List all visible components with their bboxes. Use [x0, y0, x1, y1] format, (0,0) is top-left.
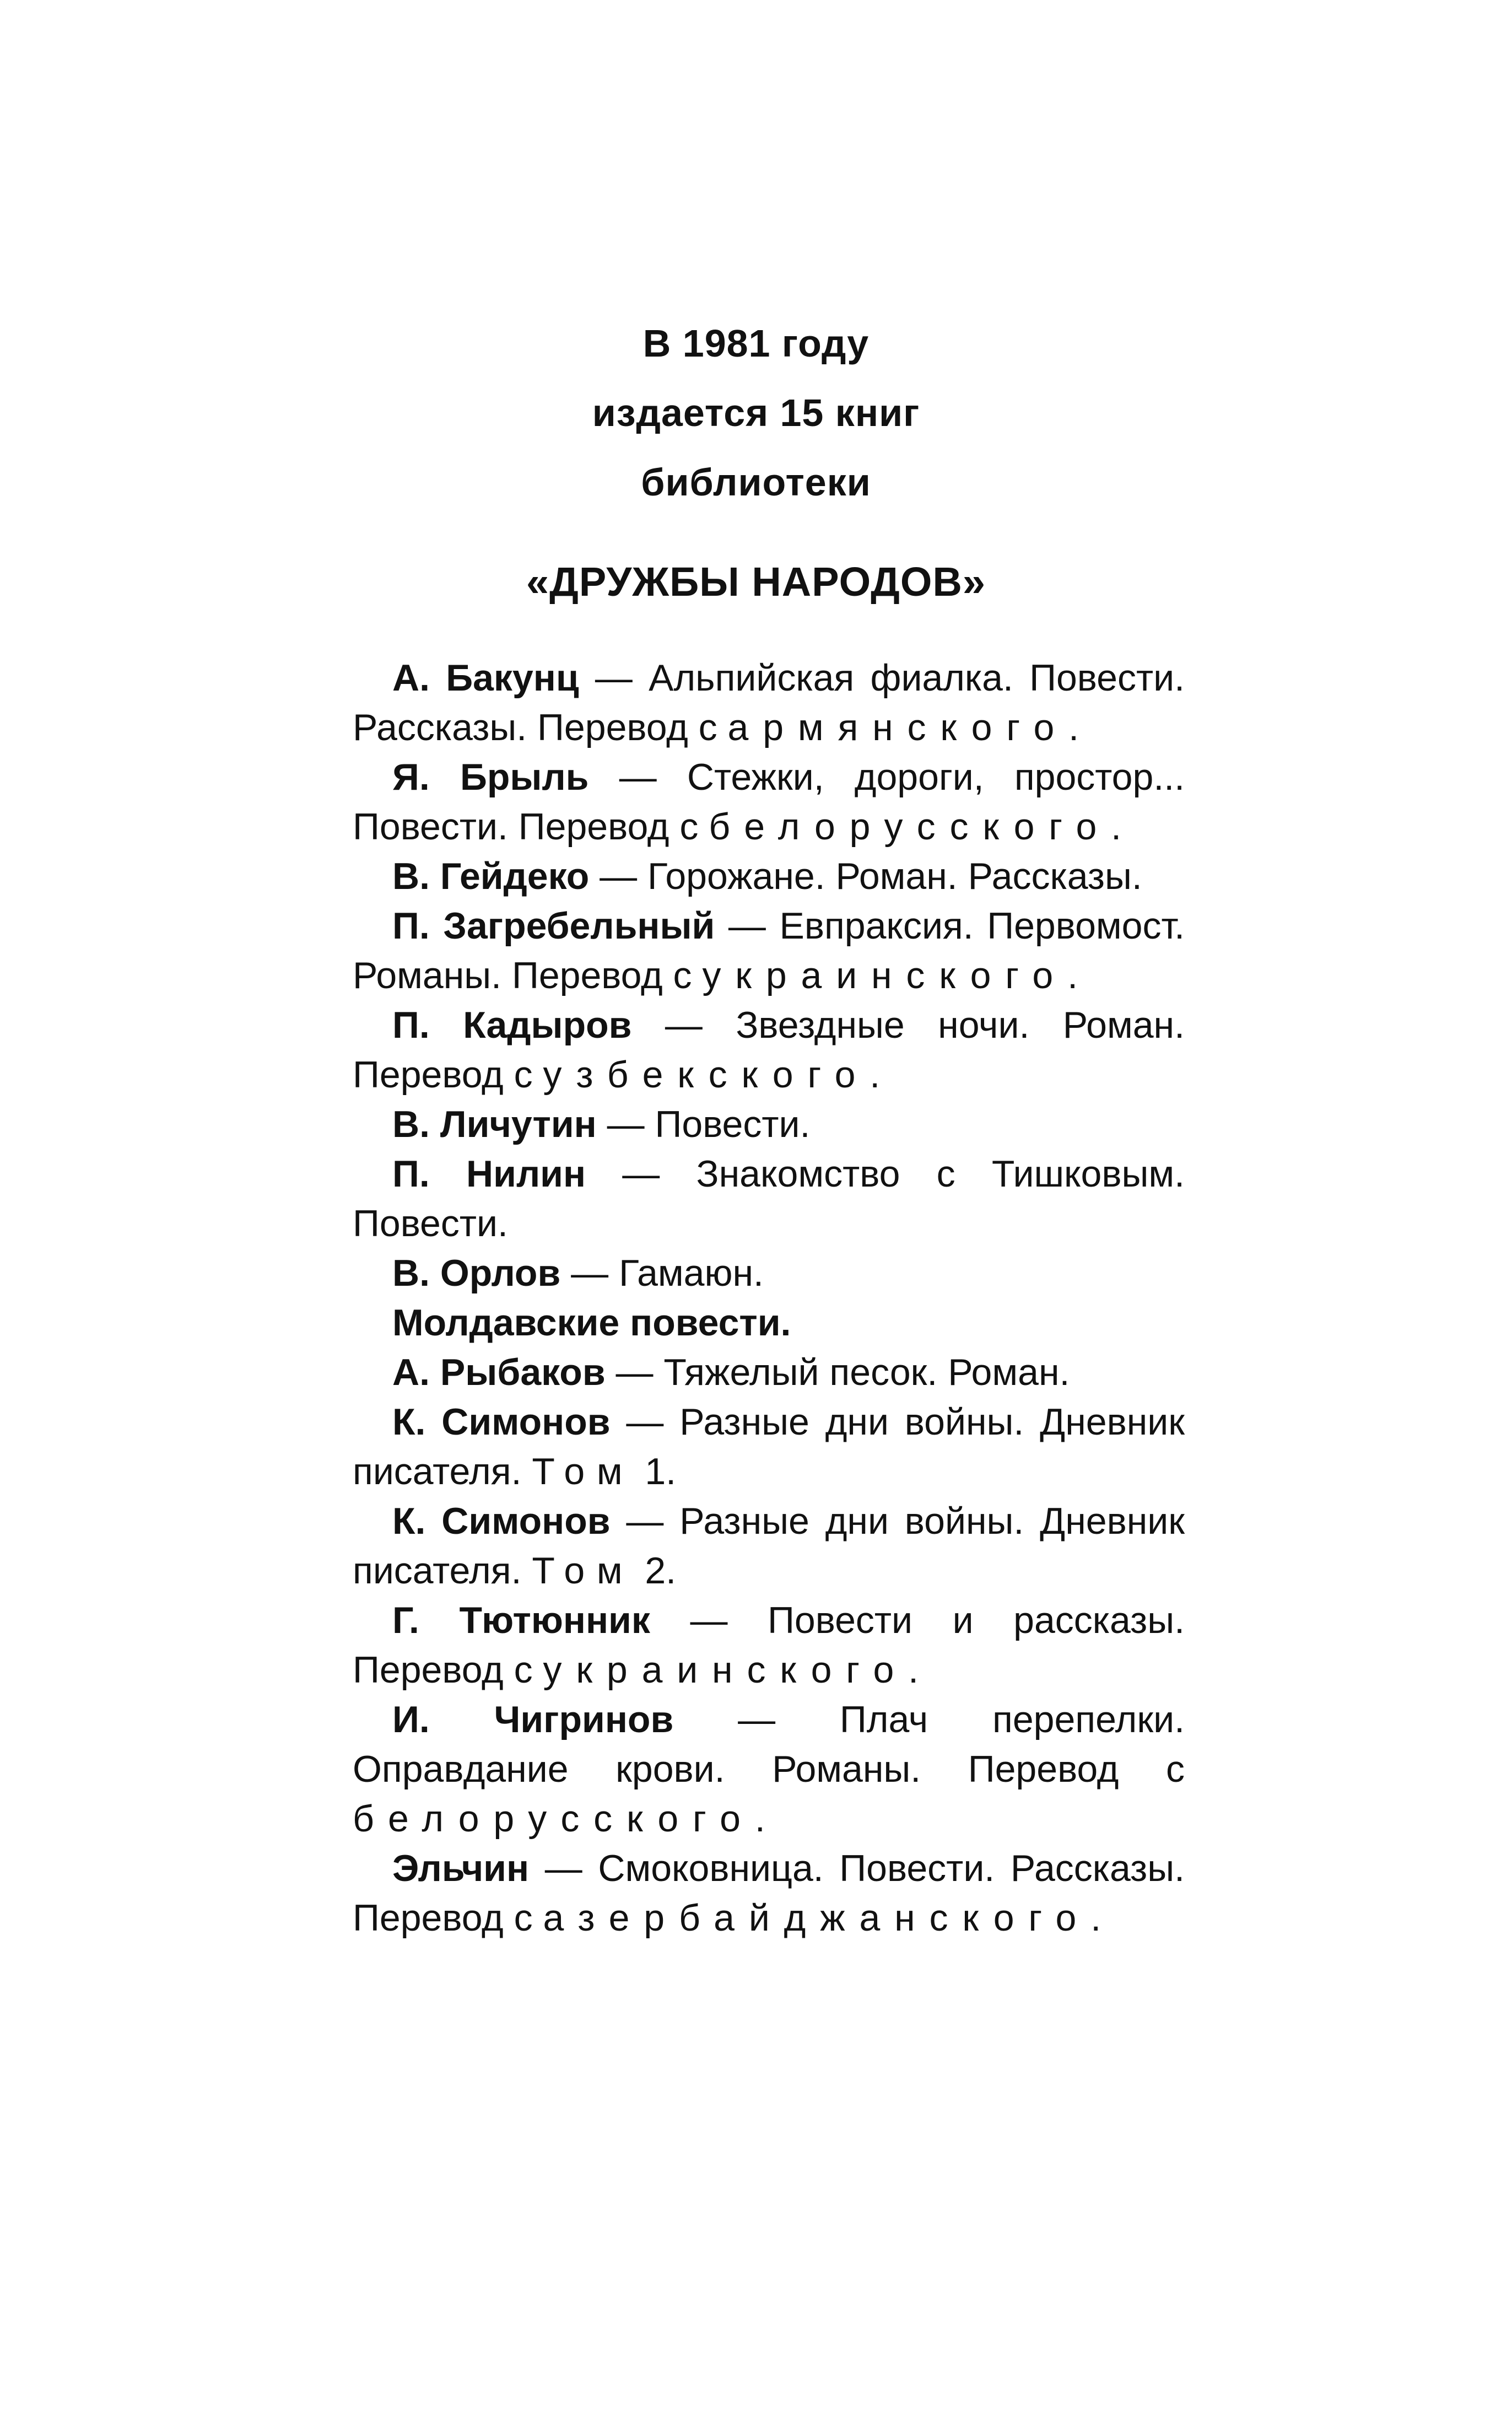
list-item: [353, 653, 1185, 752]
book-description: — Разные дни войны. Дневник писателя.: [353, 1401, 1185, 1492]
book-description: — Повести.: [596, 1103, 811, 1145]
author-name: К. Симонов: [392, 1401, 611, 1443]
book-description: — Смоковница. Повести. Рассказы. Перевод с: [353, 1847, 1185, 1939]
entry-tail: .: [908, 1649, 919, 1691]
book-description: — Звездные ночи. Роман. Перевод с: [353, 1004, 1185, 1096]
author-name: П. Нилин: [392, 1153, 586, 1195]
book-description: — Альпийская фиалка. Повести. Рассказы. Перевод с: [353, 657, 1185, 748]
list-item: [353, 752, 1185, 851]
list-item: [353, 1298, 1185, 1347]
author-name: Г. Тютюнник: [392, 1599, 650, 1641]
list-item: [353, 901, 1185, 1000]
list-item: [353, 1347, 1185, 1397]
volume-label: Том: [532, 1550, 635, 1592]
list-item: [353, 1397, 1185, 1496]
translation-language: украинского: [543, 1649, 909, 1691]
book-list: [353, 653, 1185, 1943]
author-name: В. Орлов: [392, 1252, 561, 1294]
list-item: [353, 851, 1185, 901]
translation-language: узбекского: [543, 1054, 870, 1096]
header-line-library: библиотеки: [641, 461, 871, 504]
book-description: — Стежки, дороги, простор... Повести. Перевод с: [353, 756, 1185, 848]
series-title: «ДРУЖБЫ НАРОДОВ»: [526, 559, 986, 605]
list-item: [353, 1844, 1185, 1943]
list-item: [353, 1695, 1185, 1844]
entry-tail: 1.: [634, 1451, 677, 1492]
book-description: — Евпраксия. Первомост. Романы. Перевод с: [353, 905, 1185, 996]
book-description: — Знакомство с Тишковым. Повести.: [353, 1153, 1185, 1244]
author-name: А. Бакунц: [392, 657, 579, 699]
collection-title: Молдавские повести.: [392, 1302, 791, 1344]
author-name: В. Гейдеко: [392, 855, 590, 897]
author-name: И. Чигринов: [392, 1699, 674, 1740]
author-name: А. Рыбаков: [392, 1351, 606, 1393]
author-name: Я. Брыль: [392, 756, 589, 798]
list-item: [353, 1595, 1185, 1695]
list-item: [353, 1496, 1185, 1595]
entry-tail: .: [754, 1798, 765, 1840]
list-item: [353, 1149, 1185, 1248]
translation-language: украинского: [702, 955, 1068, 996]
translation-language: армянского: [727, 707, 1069, 748]
book-description: — Разные дни войны. Дневник писателя.: [353, 1500, 1185, 1592]
announcement-header: [0, 309, 1512, 617]
entry-tail: .: [1090, 1897, 1101, 1939]
volume-label: Том: [532, 1451, 635, 1492]
translation-language: белорусского: [709, 806, 1111, 848]
entry-tail: .: [870, 1054, 881, 1096]
author-name: К. Симонов: [392, 1500, 611, 1542]
book-description: — Тяжелый песок. Роман.: [605, 1351, 1070, 1393]
author-name: П. Кадыров: [392, 1004, 632, 1046]
list-item: [353, 1000, 1185, 1099]
book-description: — Горожане. Роман. Рассказы.: [589, 855, 1142, 897]
book-description: — Повести и рассказы. Перевод с: [353, 1599, 1185, 1691]
entry-tail: .: [1068, 707, 1079, 748]
list-item: [353, 1248, 1185, 1298]
entry-tail: 2.: [634, 1550, 677, 1592]
entry-tail: .: [1111, 806, 1122, 848]
translation-language: азербайджанского: [543, 1897, 1091, 1939]
entry-tail: .: [1067, 955, 1078, 996]
book-description: — Гамаюн.: [560, 1252, 764, 1294]
translation-language: белорусского: [353, 1798, 755, 1840]
header-line-count: издается 15 книг: [592, 391, 920, 434]
author-name: Эльчин: [392, 1847, 530, 1889]
author-name: В. Личутин: [392, 1103, 597, 1145]
header-line-year: В 1981 году: [642, 322, 870, 365]
list-item: [353, 1099, 1185, 1149]
book-description: — Плач перепелки. Оправдание крови. Романы. Перевод с: [353, 1699, 1185, 1790]
author-name: П. Загребельный: [392, 905, 715, 947]
